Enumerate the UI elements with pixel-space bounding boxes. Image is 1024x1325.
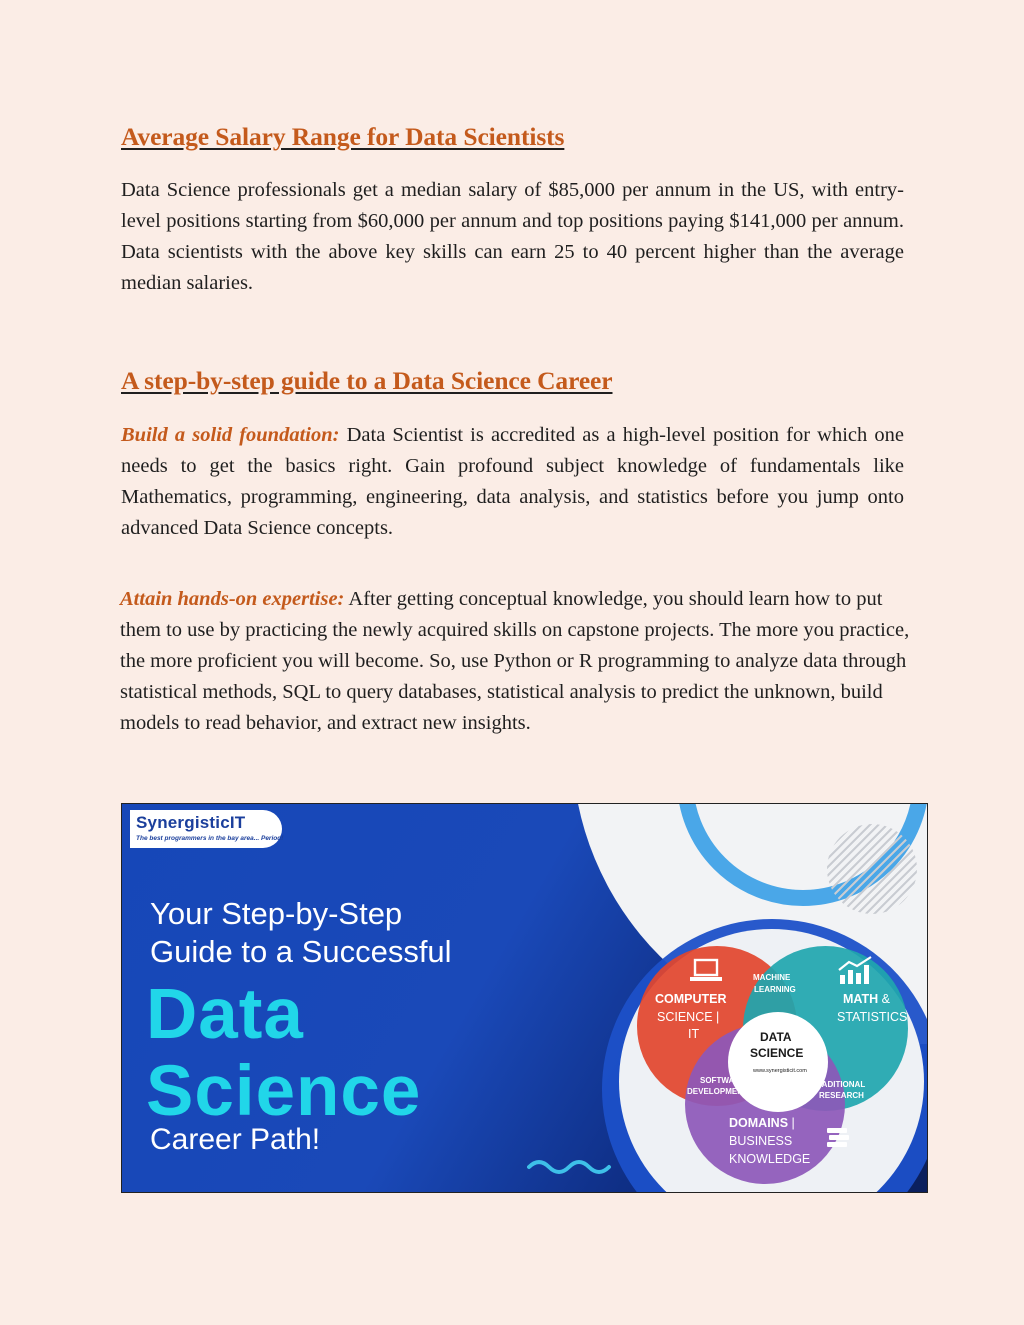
synergisticit-logo — [130, 810, 282, 848]
logo-tagline: The best programmers in the bay area... Period! — [136, 835, 284, 842]
step1-paragraph — [121, 420, 904, 544]
venn-label-knowledge: KNOWLEDGE — [729, 1152, 811, 1166]
banner-career-path: Career Path! — [150, 1123, 321, 1156]
career-path-banner — [121, 803, 928, 1193]
venn-center-url: www.synergisticit.com — [753, 1068, 807, 1074]
laptop-icon — [689, 958, 723, 984]
logo-name: Synergistic — [136, 813, 230, 832]
venn-label-machine: MACHINE — [753, 973, 791, 982]
salary-paragraph: Data Science professionals get a median salary of $85,000 per annum in the US, with entry-level positions starting from $60,000 per annum and top positions paying $141,000 per annum. Data scientists with the above key skills can earn 25 to 40 percent higher than the average median salaries. — [121, 179, 904, 294]
venn-label-traditional: TRADITIONAL — [811, 1080, 866, 1089]
venn-label-math — [843, 992, 890, 1007]
venn-label-development: DEVELOPMENT — [687, 1087, 748, 1096]
banner-big-science: Science — [146, 1052, 422, 1131]
decorative-hatch — [827, 824, 917, 914]
venn-label-business: BUSINESS — [729, 1134, 793, 1148]
banner-big-data: Data — [146, 975, 304, 1054]
venn-center-data-science — [728, 1012, 828, 1112]
venn-center-label-science: SCIENCE — [750, 1046, 804, 1060]
banner-title-line1: Your Step-by-Step — [150, 896, 403, 931]
salary-heading: Average Salary Range for Data Scientists — [121, 122, 565, 151]
step1-lead: Build a solid foundation: — [121, 424, 340, 446]
step1-text: Data Scientist is accredited as a high-level position for which one needs to get the basics right. Gain profound subject knowledge of fundamentals like Mathematics, programming, engineering, data analysis, and statistics before you jump onto advanced Data Science concepts. — [121, 424, 904, 539]
step2-paragraph — [120, 584, 910, 739]
venn-label-computer: COMPUTER — [655, 992, 727, 1006]
logo-it: IT — [229, 813, 246, 832]
venn-label-software: SOFTWARE — [700, 1076, 746, 1085]
venn-label-learning: LEARNING — [754, 985, 796, 994]
venn-label-math-amp: & — [878, 992, 890, 1006]
bar-chart-growth-icon — [837, 956, 877, 986]
venn-label-domains-bar: | — [788, 1116, 795, 1130]
venn-label-computer-science: SCIENCE | — [657, 1010, 720, 1024]
books-stack-icon — [825, 1126, 851, 1148]
venn-label-computer-it: IT — [688, 1027, 700, 1041]
step2-text: After getting conceptual knowledge, you should learn how to put them to use by practicing the newly acquired skills on capstone projects. The more you practice, the more proficient you will become. So, use Python or R programming to analyze data through statistical methods, SQL to query databases, statistical analysis to predict the unknown, build models to read behavior, and extract new insights. — [120, 588, 910, 734]
wave-decoration-icon — [527, 1157, 617, 1177]
venn-label-research: RESEARCH — [819, 1091, 864, 1100]
venn-diagram — [627, 936, 917, 1193]
venn-center-label-data: DATA — [760, 1030, 792, 1044]
venn-label-domains — [729, 1116, 795, 1131]
venn-label-domains-bold: DOMAINS — [729, 1116, 789, 1130]
venn-label-statistics: STATISTICS — [837, 1010, 908, 1024]
venn-label-math-bold: MATH — [843, 992, 879, 1006]
step2-lead: Attain hands-on expertise: — [120, 588, 345, 610]
banner-title-line2: Guide to a Successful — [150, 934, 452, 969]
guide-heading: A step-by-step guide to a Data Science Career — [121, 366, 613, 395]
